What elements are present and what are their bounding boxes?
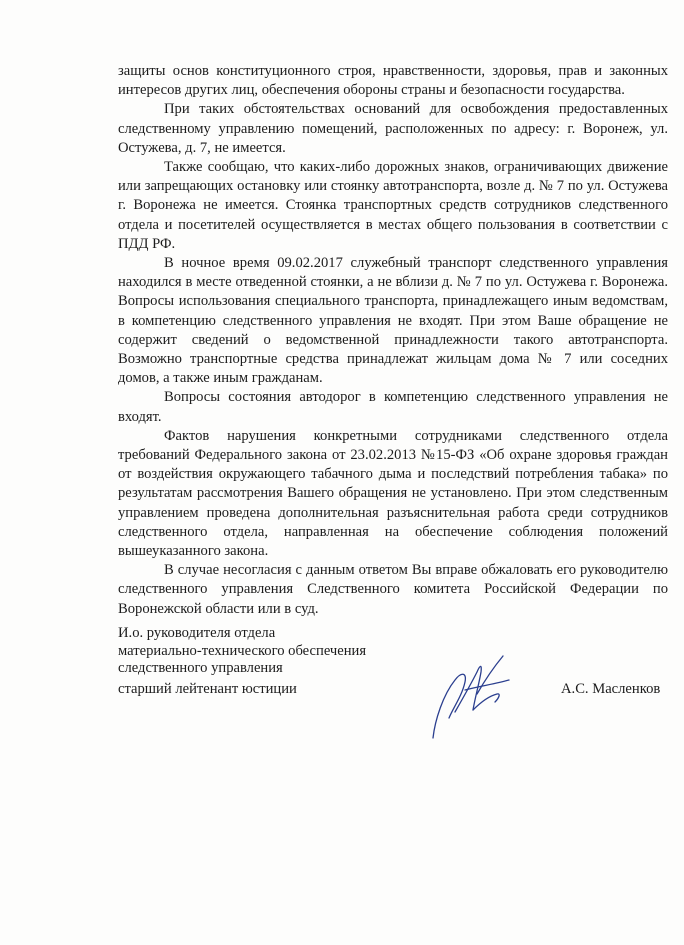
signatory-position: [118, 625, 366, 678]
paragraph-premises: При таких обстоятельствах оснований для освобождения предоставленных следственному управлению помещений, расположенных по адресу: г. Воронеж, ул. Остужева, д. 7, не имеется.: [118, 101, 668, 156]
handwritten-signature: [425, 650, 525, 745]
position-line: И.о. руководителя отдела: [118, 625, 276, 641]
paragraph-road-condition: Вопросы состояния автодорог в компетенцию следственного управления не входят.: [118, 389, 668, 425]
position-line: материально-технического обеспечения: [118, 642, 367, 659]
signatory-rank: старший лейтенант юстиции: [118, 681, 297, 697]
letter-body: [118, 62, 668, 619]
paragraph-night-transport: В ночное время 09.02.2017 служебный транспорт следственного управления находился в месте отведенной стоянки, а не вблизи д. № 7 по ул. Остужева г. Воронежа. Вопросы использования специального транспорта, принадлежащего иным ведомствам, в компетенцию следственного управления не входят. При этом Ваше обращение не содержит сведений о ведомственной принадлежности такого автотранспорта. Возможно транспортные средства принадлежат жильцам дома № 7 или соседних домов, а также иным гражданам.: [118, 255, 668, 387]
signatory-name: А.С. Масленков: [561, 681, 661, 697]
position-line: следственного управления: [118, 660, 283, 676]
paragraph-appeal: В случае несогласия с данным ответом Вы вправе обжаловать его руководителю следственного управления Следственного комитета Российской Федерации по Воронежской области или в суд.: [118, 562, 668, 617]
paragraph-continuation: защиты основ конституционного строя, нравственности, здоровья, прав и законных интересов других лиц, обеспечения обороны страны и безопасности государства.: [118, 63, 668, 99]
paragraph-road-signs: Также сообщаю, что каких-либо дорожных знаков, ограничивающих движение или запрещающих остановку или стоянку автотранспорта, возле д. № 7 по ул. Остужева г. Воронежа не имеется. Стоянка транспортных средств сотрудников следственного отдела и посетителей осуществляется в местах общего пользования в соответствии с ПДД РФ.: [118, 159, 668, 252]
paragraph-tobacco-law: Фактов нарушения конкретными сотрудниками следственного отдела требований Федерального закона от 23.02.2013 №15-ФЗ «Об охране здоровья граждан от воздействия окружающего табачного дыма и последствий потребления табака» по результатам рассмотрения Вашего обращения не установлено. При этом следственным управлением проведена дополнительная разъяснительная работа среди сотрудников следственного отдела, направленная на обеспечение соблюдения положений вышеуказанного закона.: [118, 427, 668, 560]
